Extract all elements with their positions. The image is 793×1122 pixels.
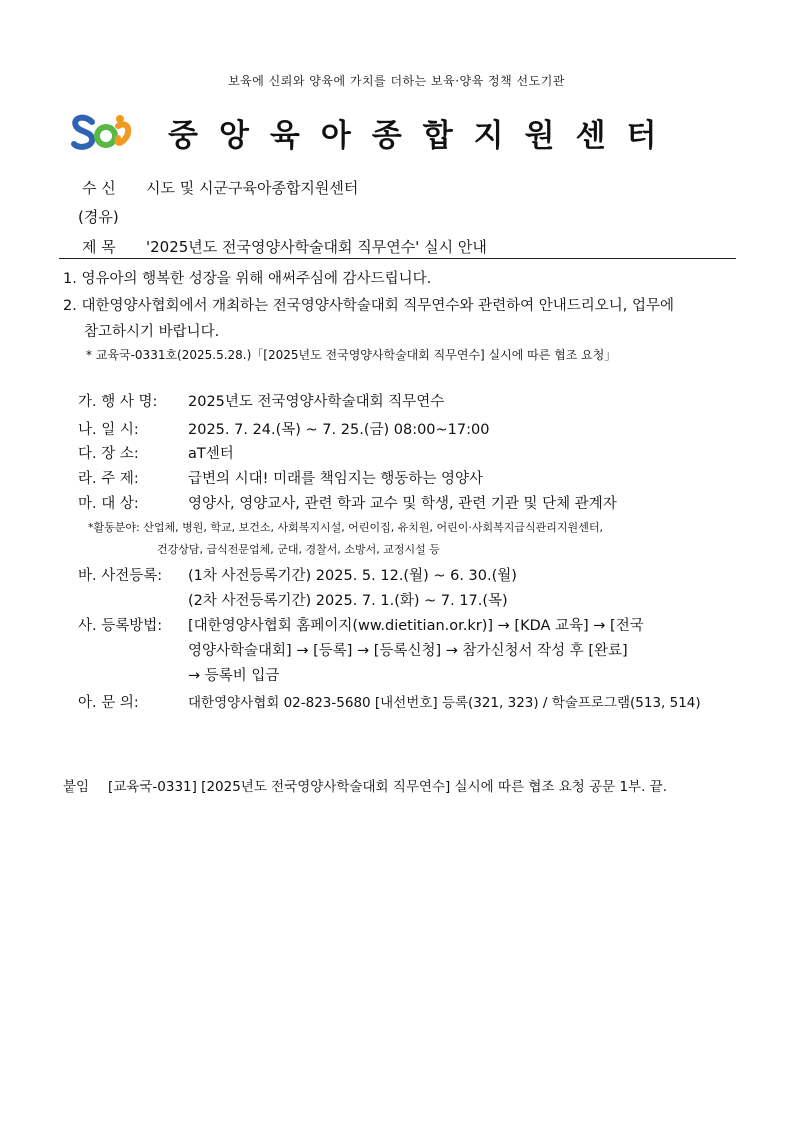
item-ra-label: 라. 주 제: — [78, 471, 139, 487]
item-a-value: 대한영양사협회 02-823-5680 [내선번호] 등록(321, 323) / 학술프로그램(513, 514) — [188, 695, 701, 711]
header-divider — [59, 258, 736, 259]
item-ma-value: 영양사, 영양교사, 관련 학과 교수 및 학생, 관련 기관 및 단체 관계자 — [188, 496, 617, 512]
item-da-label: 다. 장 소: — [78, 446, 139, 462]
org-logo — [70, 110, 134, 152]
item-sa-value-line-3: → 등록비 입금 — [188, 668, 280, 684]
item-ma-label: 마. 대 상: — [78, 496, 139, 512]
item-ba-value-line-2: (2차 사전등록기간) 2025. 7. 1.(화) ~ 7. 17.(목) — [188, 593, 508, 609]
field-note-line-2: 건강상담, 급식전문업체, 군대, 경찰서, 소방서, 교정시설 등 — [157, 543, 440, 556]
recipient: 시도 및 시군구육아종합지원센터 — [146, 179, 359, 197]
recipient-label: 수 신 — [82, 179, 116, 197]
paragraph-1: 1. 영유아의 행복한 성장을 위해 애써주심에 감사드립니다. — [63, 271, 432, 287]
item-sa-label: 사. 등록방법: — [78, 618, 163, 634]
field-note-line-1: *활동분야: 산업체, 병원, 학교, 보건소, 사회복지시설, 어린이집, 유치원, 어린이·사회복지급식관리지원센터, — [88, 521, 603, 534]
attachment-text: [교육국-0331] [2025년도 전국영양사학술대회 직무연수] 실시에 따른 협조 요청 공문 1부. 끝. — [108, 779, 668, 795]
item-na-value: 2025. 7. 24.(목) ~ 7. 25.(금) 08:00~17:00 — [188, 422, 490, 438]
item-ra-value: 급변의 시대! 미래를 책임지는 행동하는 영양사 — [188, 471, 483, 487]
item-da-value: aT센터 — [188, 446, 234, 462]
paragraph-2-line-1: 2. 대한영양사협회에서 개최하는 전국영양사학술대회 직무연수와 관련하여 안내드리오니, 업무에 — [63, 298, 674, 314]
subject: '2025년도 전국영양사학술대회 직무연수' 실시 안내 — [146, 238, 487, 256]
organization-name: 중앙육아종합지원센터 — [168, 118, 678, 154]
item-na-label: 나. 일 시: — [78, 422, 139, 438]
subject-label: 제 목 — [82, 238, 116, 256]
item-ba-label: 바. 사전등록: — [78, 568, 163, 584]
slogan: 보육에 신뢰와 양육에 가치를 더하는 보육·양육 정책 선도기관 — [228, 74, 565, 88]
item-a-label: 아. 문 의: — [78, 695, 139, 711]
item-sa-value-line-1: [대한영양사협회 홈페이지(ww.dietitian.or.kr)] → [KDA 교육] → [전국 — [188, 618, 644, 634]
reference-note: * 교육국-0331호(2025.5.28.)「[2025년도 전국영양사학술대회 직무연수] 실시에 따른 협조 요청」 — [86, 348, 617, 362]
item-ga-value: 2025년도 전국영양사학술대회 직무연수 — [188, 394, 445, 410]
attachment-label: 붙임 — [63, 779, 90, 795]
item-sa-value-line-2: 영양사학술대회] → [등록] → [등록신청] → 참가신청서 작성 후 [완료] — [188, 643, 628, 659]
item-ba-value-line-1: (1차 사전등록기간) 2025. 5. 12.(월) ~ 6. 30.(월) — [188, 568, 517, 584]
via-label: (경유) — [78, 208, 119, 226]
paragraph-2-line-2: 참고하시기 바랍니다. — [84, 324, 220, 340]
item-ga-label: 가. 행 사 명: — [78, 394, 158, 410]
